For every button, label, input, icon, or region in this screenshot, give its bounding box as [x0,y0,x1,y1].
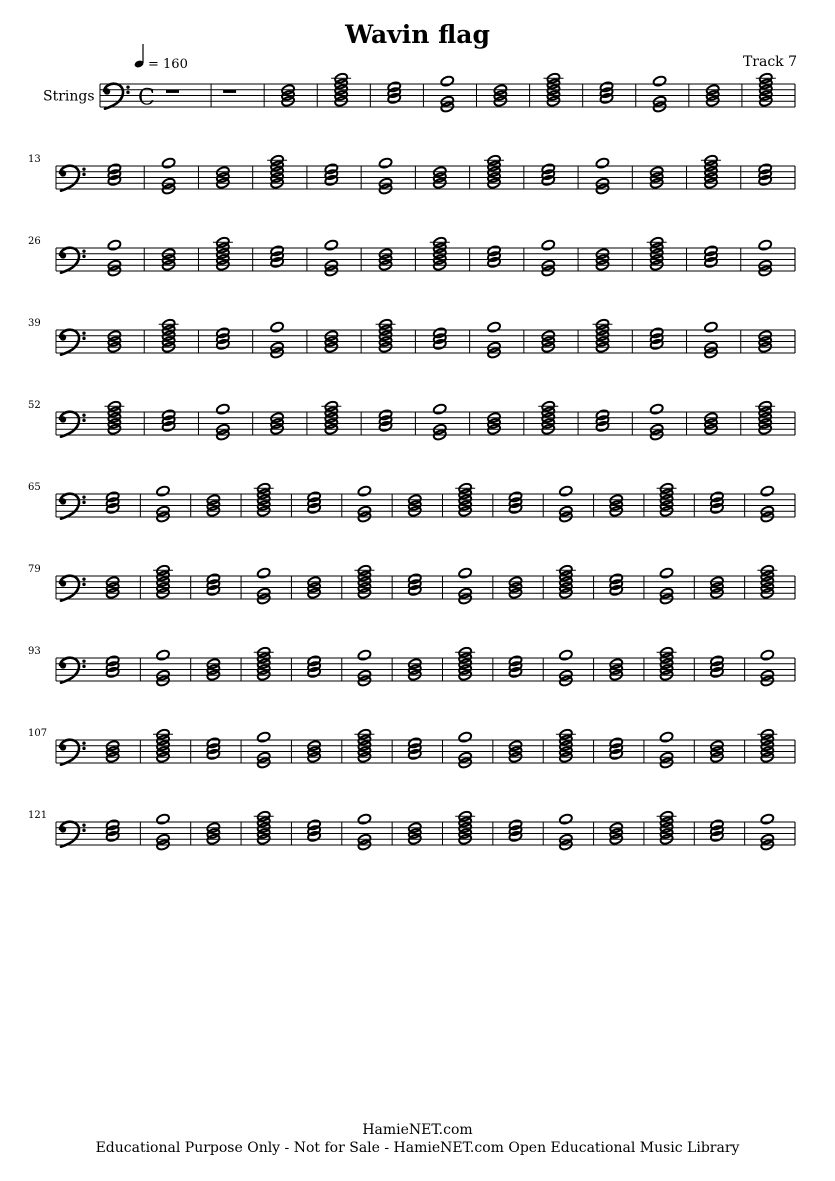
whole-note [458,567,472,579]
bass-clef-dot-lower [82,583,85,586]
whole-note [156,813,170,825]
staff-system [28,154,795,195]
whole-note [649,403,663,415]
measure-number: 79 [28,564,41,575]
instrument-label: Strings [43,88,95,105]
measure-number: 107 [28,728,48,739]
bass-clef-dot [60,170,66,176]
measure-number: 93 [28,646,41,657]
bass-clef-dot [60,252,66,258]
tempo-mark: = 160 [148,57,188,72]
whole-note [156,649,170,661]
whole-note [559,813,573,825]
bass-clef-dot-lower [82,829,85,832]
measure-number: 13 [28,154,41,165]
time-signature: C [138,85,155,111]
whole-note [216,403,230,415]
whole-note [357,649,371,661]
track-label: Track 7 [742,54,797,70]
bass-clef-dot-lower [126,91,129,94]
bass-clef-dot [60,744,66,750]
bass-clef-dot-upper [82,331,85,334]
whole-note [541,239,555,251]
bass-clef-dot-upper [82,823,85,826]
staff-system [43,44,795,113]
bass-clef-dot-lower [82,747,85,750]
staff-system [28,646,795,687]
whole-note [440,75,454,87]
bass-clef-dot [60,580,66,586]
whole-note [257,567,271,579]
bass-clef-dot-lower [82,419,85,422]
whole-note [458,731,472,743]
score-title: Wavin flag [345,20,490,49]
bass-clef-icon [60,576,79,601]
whole-note [487,321,501,333]
bass-clef-dot-lower [82,501,85,504]
bass-clef-icon [60,740,79,765]
bass-clef-icon [60,330,79,355]
bass-clef-dot-upper [82,167,85,170]
bass-clef-dot-upper [82,249,85,252]
bass-clef-dot-lower [82,665,85,668]
whole-note [760,649,774,661]
whole-note [378,157,392,169]
bass-clef-dot-upper [82,741,85,744]
staff-system [28,482,795,523]
bass-clef-dot-upper [82,659,85,662]
bass-clef-dot-upper [82,495,85,498]
staff-system [28,728,795,769]
whole-note [652,75,666,87]
whole-note [758,239,772,251]
bass-clef-icon [60,248,79,273]
whole-note [357,485,371,497]
bass-clef-dot-lower [82,255,85,258]
staff-system [28,318,795,359]
staff-system [28,564,795,605]
measure-number: 26 [28,236,41,247]
bass-clef-dot-lower [82,173,85,176]
bass-clef-dot [60,334,66,340]
bass-clef-dot [60,498,66,504]
whole-note [659,567,673,579]
measure-number: 39 [28,318,41,329]
bass-clef-dot-upper [82,413,85,416]
bass-clef-dot [104,88,110,94]
whole-note [270,321,284,333]
whole-note [760,813,774,825]
bass-clef-dot-upper [126,85,129,88]
staff-system [28,236,795,277]
footer-note: Educational Purpose Only - Not for Sale - HamieNET.com Open Educational Music Library [95,1140,740,1156]
footer-site: HamieNET.com [362,1122,473,1138]
whole-note [760,485,774,497]
measure-number: 65 [28,482,41,493]
whole-note [704,321,718,333]
whole-note [433,403,447,415]
whole-note [107,239,121,251]
bass-clef-icon [104,84,123,109]
bass-clef-icon [60,658,79,683]
whole-note [559,649,573,661]
measure-number: 121 [28,810,48,821]
bass-clef-icon [60,166,79,191]
bass-clef-icon [60,494,79,519]
whole-rest-icon [166,90,179,93]
staff-system [28,400,795,441]
whole-note [257,731,271,743]
bass-clef-icon [60,822,79,847]
whole-note [595,157,609,169]
whole-note [156,485,170,497]
bass-clef-dot [60,416,66,422]
bass-clef-dot-upper [82,577,85,580]
whole-note [659,731,673,743]
measure-number: 52 [28,400,41,411]
whole-note [357,813,371,825]
bass-clef-icon [60,412,79,437]
bass-clef-dot-lower [82,337,85,340]
whole-rest-icon [223,90,236,93]
staff-system [28,810,795,851]
whole-note [324,239,338,251]
bass-clef-dot [60,662,66,668]
whole-note [559,485,573,497]
bass-clef-dot [60,826,66,832]
whole-note [161,157,175,169]
